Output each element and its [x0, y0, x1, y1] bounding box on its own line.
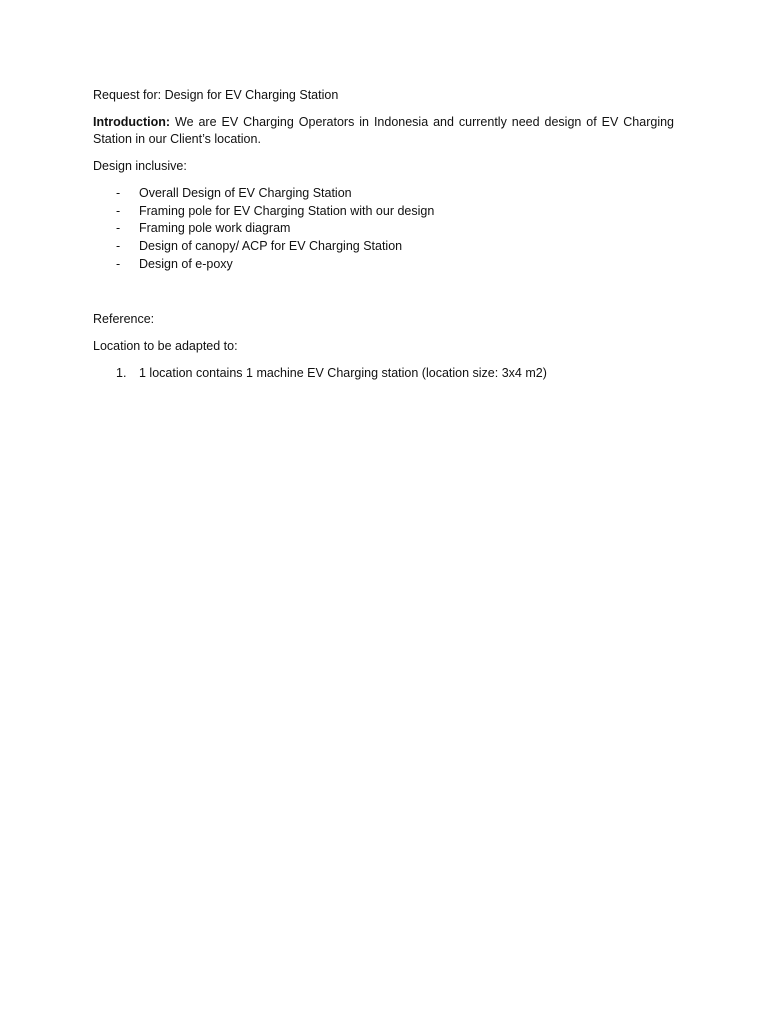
list-item [93, 365, 674, 383]
list-item-text: Design of canopy/ ACP for EV Charging Station [139, 239, 403, 254]
list-bullet: - [116, 221, 121, 236]
list-item [93, 238, 674, 256]
list-item [93, 256, 674, 274]
list-item-text: Design of e-poxy [139, 256, 233, 271]
list-item [93, 185, 674, 203]
list-item [93, 203, 674, 221]
list-bullet: - [116, 256, 121, 271]
location-heading: Location to be adapted to: [93, 338, 238, 353]
list-item [93, 220, 674, 238]
list-item-text: Framing pole for EV Charging Station with our design [139, 203, 435, 218]
reference-heading: Reference: [93, 311, 155, 326]
location-items-list [93, 365, 674, 383]
list-number: 1. [116, 365, 127, 380]
design-items-list [93, 185, 674, 274]
design-inclusive-heading: Design inclusive: [93, 159, 187, 173]
document-body [93, 87, 674, 382]
list-bullet: - [116, 203, 121, 218]
list-bullet: - [116, 239, 121, 254]
list-bullet: - [116, 186, 121, 200]
list-item-text: 1 location contains 1 machine EV Charging station (location size: 3x4 m2) [139, 365, 547, 380]
introduction-label: Introduction: [93, 115, 171, 129]
list-item-text: Overall Design of EV Charging Station [139, 186, 352, 200]
introduction-paragraph [93, 114, 674, 148]
introduction-text: We are EV Charging Operators in Indonesia and currently need design of EV Charging Station in our Client’s location. [93, 115, 674, 146]
spacer [93, 274, 674, 311]
list-item-text: Framing pole work diagram [139, 221, 291, 236]
request-line: Request for: Design for EV Charging Station [93, 88, 339, 102]
